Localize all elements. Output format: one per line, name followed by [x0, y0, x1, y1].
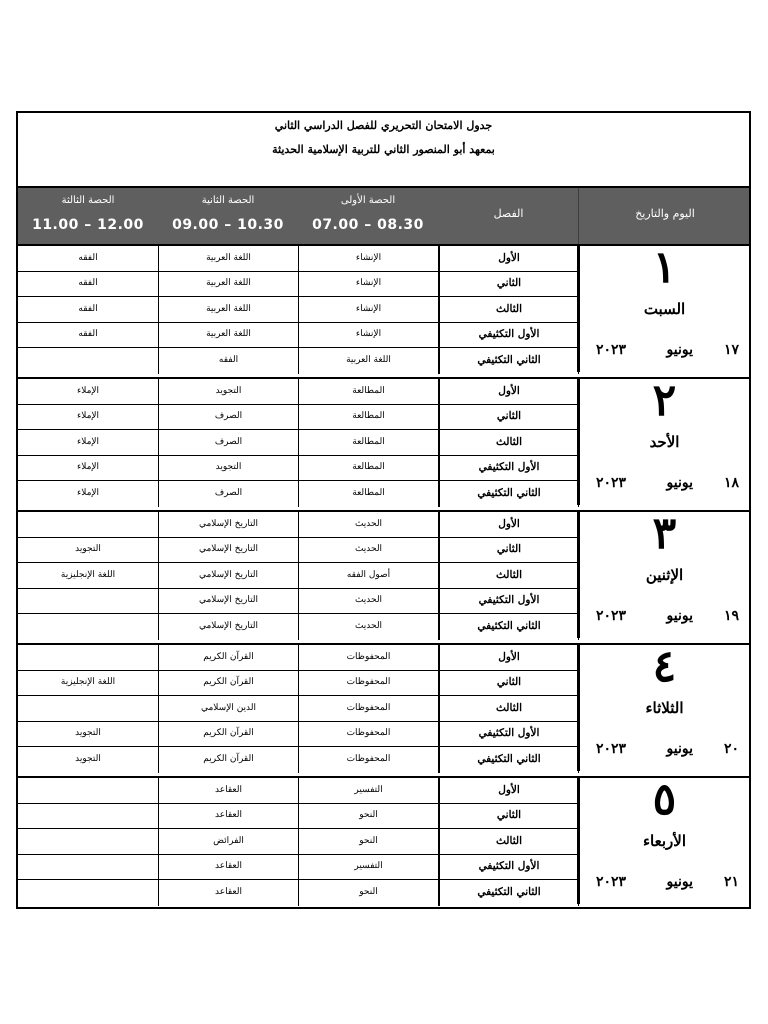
- class-name: الثالث: [438, 297, 579, 322]
- period3-subject: الفقه: [78, 253, 98, 263]
- header-period3-label: الحصة الثالثة: [61, 195, 115, 206]
- class-name: الأول التكثيفي: [438, 854, 579, 879]
- day-block: [18, 643, 749, 771]
- class-rows: [18, 778, 579, 904]
- class-name: الأول التكثيفي: [438, 455, 579, 480]
- period1-subject: المطالعة: [298, 481, 438, 507]
- period1-subject: النحو: [298, 829, 438, 854]
- date-year: ٢٠٢٣: [596, 342, 627, 358]
- period1-subject: المحفوظات: [298, 747, 438, 773]
- table-row: [18, 670, 579, 696]
- period1-subject: المحفوظات: [298, 696, 438, 721]
- table-row: [18, 880, 579, 906]
- period3-subject: التجويد: [75, 728, 101, 739]
- period3-subject: [18, 614, 158, 640]
- period2-subject: الدين الإسلامي: [158, 696, 298, 721]
- date-day: ١٧: [723, 342, 739, 358]
- class-name: الأول: [438, 512, 579, 537]
- class-name: الثاني: [438, 404, 579, 429]
- date-year: ٢٠٢٣: [596, 741, 627, 757]
- day-name: الأربعاء: [642, 832, 686, 850]
- period2-subject: العقاعد: [158, 778, 298, 803]
- day-name: الثلاثاء: [645, 699, 684, 717]
- class-name: الثاني التكثيفي: [438, 747, 579, 773]
- header-period2: [158, 188, 298, 244]
- day-name: الأحد: [649, 433, 680, 451]
- date-year: ٢٠٢٣: [596, 475, 627, 491]
- table-row: [18, 778, 579, 804]
- period1-subject: المحفوظات: [298, 721, 438, 746]
- header-period3: [18, 188, 158, 244]
- period2-subject: الصرف: [158, 404, 298, 429]
- period3-subject: [18, 854, 158, 879]
- table-row: [18, 696, 579, 722]
- table-row: [18, 348, 579, 374]
- table-row: [18, 537, 579, 563]
- period1-subject: المطالعة: [298, 404, 438, 429]
- period3-subject: [18, 696, 158, 721]
- period2-subject: الصرف: [158, 481, 298, 507]
- table-row: [18, 379, 579, 405]
- period2-subject: العقاعد: [158, 880, 298, 906]
- period1-subject: الإنشاء: [298, 271, 438, 296]
- table-row: [18, 803, 579, 829]
- class-rows: [18, 645, 579, 771]
- class-name: الأول التكثيفي: [438, 322, 579, 347]
- period1-subject: النحو: [298, 803, 438, 828]
- period1-subject: المطالعة: [298, 379, 438, 404]
- period3-subject: اللغة الإنجليزية: [60, 677, 116, 688]
- period3-subject: التجويد: [75, 544, 101, 555]
- period3-subject: [18, 348, 158, 374]
- period2-subject: الفقه: [158, 348, 298, 374]
- class-name: الأول: [438, 645, 579, 670]
- day-block: [18, 510, 749, 638]
- period3-subject: [18, 803, 158, 828]
- period3-subject: اللغة الإنجليزية: [60, 569, 116, 580]
- period1-subject: المطالعة: [298, 430, 438, 455]
- table-row: [18, 721, 579, 747]
- class-name: الثاني: [438, 670, 579, 695]
- class-name: الثاني التكثيفي: [438, 348, 579, 374]
- period2-subject: اللغة العربية: [158, 271, 298, 296]
- period3-subject: الفقه: [78, 278, 98, 289]
- table-row: [18, 645, 579, 671]
- period1-subject: الإنشاء: [298, 246, 438, 271]
- period2-subject: التاريخ الإسلامي: [158, 512, 298, 537]
- period2-subject: التجويد: [158, 455, 298, 480]
- class-name: الأول التكثيفي: [438, 588, 579, 613]
- day-block: [18, 377, 749, 505]
- period2-subject: الصرف: [158, 430, 298, 455]
- header-period2-time: 09.00 – 10.30: [172, 217, 284, 233]
- period2-subject: التاريخ الإسلامي: [158, 537, 298, 562]
- date-month: يونيو: [666, 342, 693, 358]
- table-row: [18, 430, 579, 456]
- class-name: الثاني: [438, 271, 579, 296]
- header-date: [579, 188, 751, 244]
- period3-subject: التجويد: [75, 753, 101, 764]
- period2-subject: اللغة العربية: [158, 322, 298, 347]
- class-name: الأول: [438, 379, 579, 404]
- period1-subject: المحفوظات: [298, 645, 438, 670]
- date-year: ٢٠٢٣: [596, 608, 627, 624]
- table-row: [18, 481, 579, 507]
- period1-subject: المحفوظات: [298, 670, 438, 695]
- period3-subject: الإملاء: [76, 411, 100, 422]
- day-index: ٤: [652, 641, 677, 692]
- period2-subject: العقاعد: [158, 854, 298, 879]
- period3-subject: [18, 512, 158, 537]
- period1-subject: اللغة العربية: [298, 348, 438, 374]
- period2-subject: الفرائض: [158, 829, 298, 854]
- period3-subject: الإملاء: [76, 436, 100, 447]
- class-name: الثاني التكثيفي: [438, 481, 579, 507]
- period2-subject: التاريخ الإسلامي: [158, 563, 298, 588]
- table-row: [18, 246, 579, 272]
- period1-subject: التفسير: [298, 778, 438, 803]
- day-index: ٣: [652, 508, 677, 559]
- class-name: الثاني: [438, 803, 579, 828]
- header-period2-label: الحصة الثانية: [201, 195, 255, 206]
- class-name: الثاني التكثيفي: [438, 614, 579, 640]
- class-rows: [18, 246, 579, 372]
- period2-subject: اللغة العربية: [158, 297, 298, 322]
- date-day: ١٨: [723, 475, 739, 491]
- table-row: [18, 271, 579, 297]
- date-cell: [577, 375, 749, 505]
- period1-subject: المطالعة: [298, 455, 438, 480]
- table-row: [18, 829, 579, 855]
- class-name: الأول: [438, 778, 579, 803]
- table-row: [18, 854, 579, 880]
- period1-subject: الحديث: [298, 512, 438, 537]
- date-month: يونيو: [666, 874, 693, 890]
- table-title-box: [18, 113, 749, 188]
- date-cell: [577, 641, 749, 771]
- date-month: يونيو: [666, 475, 693, 491]
- class-name: الثالث: [438, 829, 579, 854]
- date-cell: [577, 508, 749, 638]
- date-day: ١٩: [723, 608, 739, 624]
- day-block: [18, 776, 749, 904]
- table-row: [18, 563, 579, 589]
- period2-subject: التاريخ الإسلامي: [158, 588, 298, 613]
- class-name: الثاني: [438, 537, 579, 562]
- period3-subject: الإملاء: [76, 386, 100, 396]
- date-month: يونيو: [666, 741, 693, 757]
- period1-subject: الحديث: [298, 537, 438, 562]
- header-date-label: اليوم والتاريخ: [635, 207, 695, 220]
- period1-subject: النحو: [298, 880, 438, 906]
- period2-subject: العقاعد: [158, 803, 298, 828]
- exam-schedule-table: [16, 111, 751, 909]
- table-row: [18, 322, 579, 348]
- period2-subject: القرآن الكريم: [158, 721, 298, 746]
- date-year: ٢٠٢٣: [596, 874, 627, 890]
- day-index: ١: [652, 242, 677, 293]
- table-row: [18, 297, 579, 323]
- class-name: الأول: [438, 246, 579, 271]
- period3-subject: الإملاء: [76, 487, 100, 498]
- header-class-label: الفصل: [493, 207, 524, 220]
- period3-subject: [18, 588, 158, 613]
- day-index: ٥: [652, 774, 677, 825]
- table-row: [18, 747, 579, 773]
- class-rows: [18, 512, 579, 638]
- period1-subject: الإنشاء: [298, 322, 438, 347]
- period3-subject: [18, 645, 158, 670]
- period2-subject: اللغة العربية: [158, 246, 298, 271]
- period1-subject: الحديث: [298, 588, 438, 613]
- day-name: السبت: [643, 300, 686, 318]
- header-period3-time: 11.00 – 12.00: [32, 217, 144, 233]
- period3-subject: [18, 829, 158, 854]
- class-name: الثالث: [438, 563, 579, 588]
- day-block: [18, 244, 749, 372]
- date-month: يونيو: [666, 608, 693, 624]
- date-cell: [577, 242, 749, 372]
- period3-subject: [18, 778, 158, 803]
- period3-subject: الفقه: [78, 329, 98, 340]
- header-period1-label: الحصة الأولى: [340, 195, 396, 206]
- period2-subject: القرآن الكريم: [158, 747, 298, 773]
- class-rows: [18, 379, 579, 505]
- period3-subject: الفقه: [78, 303, 98, 314]
- class-name: الثالث: [438, 696, 579, 721]
- date-day: ٢٠: [723, 741, 739, 757]
- period2-subject: التاريخ الإسلامي: [158, 614, 298, 640]
- table-row: [18, 404, 579, 430]
- table-header: [18, 188, 749, 244]
- schedule-title: جدول الامتحان التحريري للفصل الدراسي الثاني: [274, 119, 493, 132]
- day-name: الإثنين: [645, 566, 684, 584]
- table-row: [18, 614, 579, 640]
- table-row: [18, 588, 579, 614]
- day-index: ٢: [652, 375, 677, 426]
- period2-subject: القرآن الكريم: [158, 645, 298, 670]
- class-name: الثاني التكثيفي: [438, 880, 579, 906]
- period1-subject: الإنشاء: [298, 297, 438, 322]
- header-period1-time: 07.00 – 08.30: [312, 217, 424, 233]
- class-name: الأول التكثيفي: [438, 721, 579, 746]
- header-period1: [298, 188, 438, 244]
- period1-subject: التفسير: [298, 854, 438, 879]
- period3-subject: الإملاء: [76, 462, 100, 473]
- period2-subject: التجويد: [158, 379, 298, 404]
- class-name: الثالث: [438, 430, 579, 455]
- header-class: [438, 188, 579, 244]
- institute-name: بمعهد أبو المنصور الثاني للتربية الإسلامية الحديثة: [272, 143, 495, 156]
- table-row: [18, 455, 579, 481]
- table-row: [18, 512, 579, 538]
- period3-subject: [18, 880, 158, 906]
- date-day: ٢١: [723, 874, 739, 890]
- period1-subject: أصول الفقه: [298, 563, 438, 588]
- period2-subject: القرآن الكريم: [158, 670, 298, 695]
- period1-subject: الحديث: [298, 614, 438, 640]
- date-cell: [577, 774, 749, 904]
